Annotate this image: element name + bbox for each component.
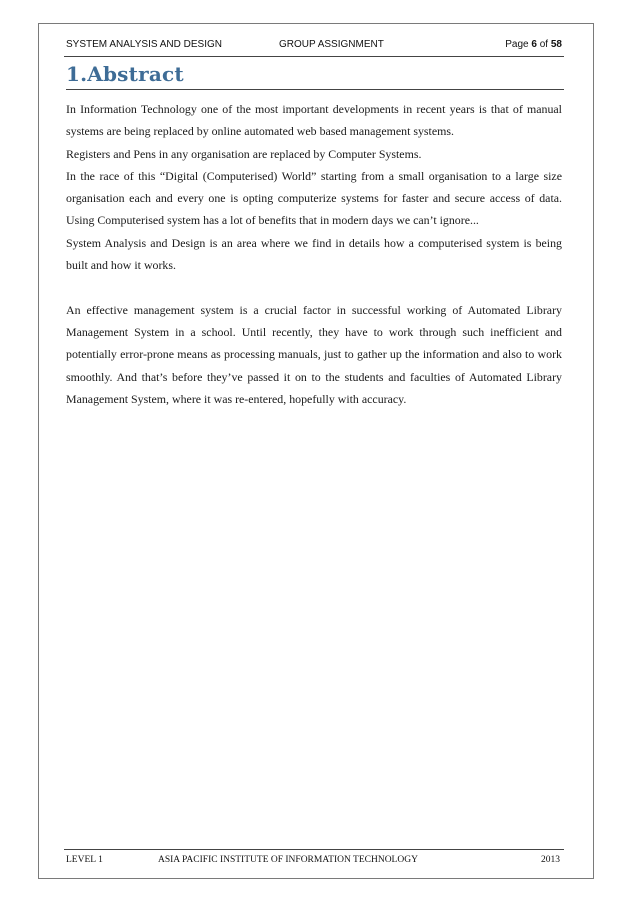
- header-page-current: 6: [531, 39, 537, 50]
- header-page-number: [505, 39, 562, 50]
- header-page-word: Page: [505, 39, 529, 50]
- footer-institute: ASIA PACIFIC INSTITUTE OF INFORMATION TECHNOLOGY: [158, 855, 418, 865]
- page-footer: [64, 849, 564, 870]
- footer-level: LEVEL 1: [66, 855, 103, 865]
- header-page-of: of: [539, 39, 549, 50]
- footer-year: 2013: [541, 855, 560, 865]
- paragraph-5: An effective management system is a crucial factor in successful working of Automated Library Management System in a school. Until recently, they have to work through such inefficient and potentially error-prone means as processing manuals, just to gather up the information and also to work smoothly. And that’s before they’ve passed it on to the students and faculties of Automated Library Management System, where it was re-entered, hopefully with accuracy.: [66, 302, 562, 406]
- header-course-title: SYSTEM ANALYSIS AND DESIGN: [66, 39, 222, 50]
- page-header: [64, 36, 564, 57]
- paragraph-gap: [66, 276, 562, 298]
- header-page-total: 58: [550, 39, 562, 50]
- paragraph-2: Registers and Pens in any organisation are replaced by Computer Systems.: [66, 146, 422, 161]
- body-text: [66, 98, 562, 410]
- section-title: 1.Abstract: [66, 62, 564, 90]
- header-assignment-type: GROUP ASSIGNMENT: [279, 39, 384, 50]
- paragraph-1: In Information Technology one of the most important developments in recent years is that of manual systems are being replaced by online automated web based management systems.: [66, 102, 562, 139]
- paragraph-3: In the race of this “Digital (Computerised) World” starting from a small organisation to a large size organisation each and every one is opting computerize systems for faster and secure access of data. Using Computerised system has a lot of benefits that in modern days we can’t ignore...: [66, 168, 562, 228]
- paragraph-4: System Analysis and Design is an area where we find in details how a computerised system is being built and how it works.: [66, 235, 562, 273]
